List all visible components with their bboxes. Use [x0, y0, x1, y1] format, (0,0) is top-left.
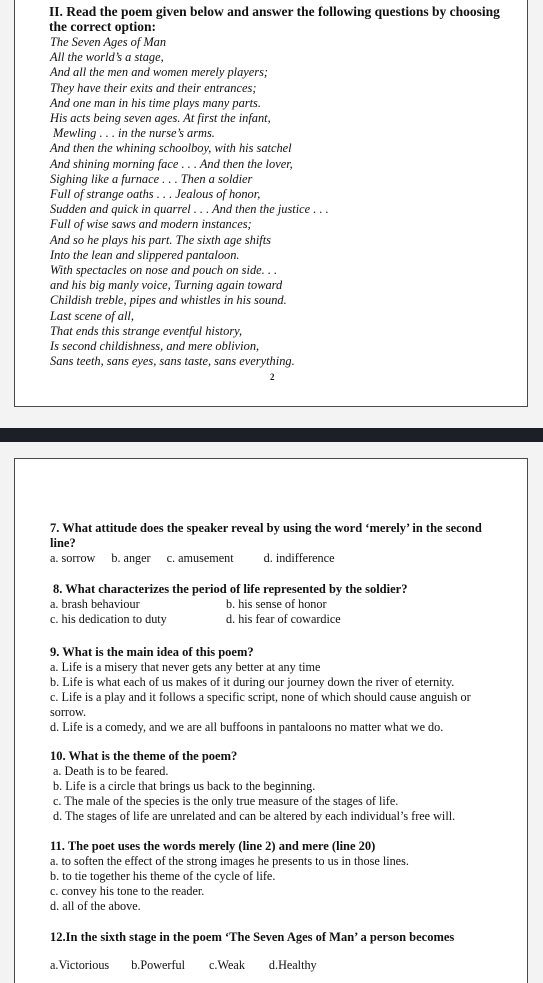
poem-line: Mewling . . . in the nurse’s arms.	[53, 126, 215, 141]
option-c: c. The male of the species is the only true measure of the stages of life.	[53, 794, 399, 808]
poem-line: His acts being seven ages. At first the infant,	[50, 111, 271, 126]
page-separator	[0, 428, 543, 442]
option-a: a. brash behaviour	[50, 597, 140, 611]
poem-line: And then the whining schoolboy, with his satchel	[50, 141, 292, 156]
option-d: d. Life is a comedy, and we are all buffoons in pantaloons no matter what we do.	[50, 720, 444, 734]
option-d: d. indifference	[263, 551, 335, 565]
question-text: 12.In the sixth stage in the poem ‘The Seven Ages of Man’ a person becomes	[50, 930, 455, 944]
poem-line: Is second childishness, and mere oblivion,	[50, 339, 260, 354]
option-a: a. Death is to be feared.	[53, 764, 169, 778]
option-d: d.Healthy	[268, 958, 317, 972]
option-a: a. Life is a misery that never gets any better at any time	[50, 660, 321, 674]
page-number: 2	[270, 372, 275, 382]
question-9	[50, 645, 505, 735]
question-11	[50, 839, 505, 914]
question-text: 11. The poet uses the words merely (line 2) and mere (line 20)	[50, 839, 376, 853]
poem-line: And shining morning face . . . And then the lover,	[50, 156, 293, 171]
poem-line: Full of wise saws and modern instances;	[50, 217, 252, 232]
poem-line: Sudden and quick in quarrel . . . And then the justice . . .	[50, 202, 329, 217]
section-heading: II. Read the poem given below and answer the following questions by choosing the correct option:	[49, 4, 500, 34]
option-d: d. all of the above.	[50, 899, 141, 913]
option-a: a. sorrow	[50, 551, 96, 565]
option-a: a. to soften the effect of the strong images he presents to us in those lines.	[50, 854, 409, 868]
question-text: 10. What is the theme of the poem?	[50, 749, 238, 763]
options-row	[50, 551, 505, 566]
poem-title: The Seven Ages of Man	[50, 35, 167, 49]
poem-line: and his big manly voice, Turning again toward	[50, 278, 283, 293]
option-b: b. anger	[111, 551, 151, 565]
option-b: b.Powerful	[131, 958, 186, 972]
question-12	[50, 930, 505, 973]
question-10	[50, 749, 505, 824]
poem-line: They have their exits and their entrances;	[50, 80, 257, 95]
poem-line: And one man in his time plays many parts.	[50, 95, 261, 110]
poem-line: With spectacles on nose and pouch on side. . .	[50, 263, 278, 278]
option-c: c.Weak	[209, 958, 245, 972]
question-text: 7. What attitude does the speaker reveal by using the word ‘merely’ in the second line?	[50, 521, 482, 550]
option-a: a.Victorious	[50, 958, 110, 972]
poem-line: And all the men and women merely players;	[50, 65, 269, 80]
options-grid	[50, 597, 505, 627]
document-page-2	[14, 458, 528, 983]
question-8	[50, 582, 505, 627]
poem-line: That ends this strange eventful history,	[50, 323, 243, 338]
option-c: c. amusement	[166, 551, 234, 565]
poem-line: Full of strange oaths . . . Jealous of honor,	[50, 187, 261, 202]
document-page-1	[14, 0, 528, 407]
poem-line: Sans teeth, sans eyes, sans taste, sans everything.	[50, 354, 295, 369]
option-c: c. Life is a play and it follows a specific script, none of which should cause anguish or sorrow.	[50, 690, 471, 719]
question-text: 8. What characterizes the period of life represented by the soldier?	[53, 582, 408, 596]
option-b: b. to tie together his theme of the cycle of life.	[50, 869, 276, 883]
option-b: b. Life is a circle that brings us back to the beginning.	[53, 779, 316, 793]
poem-line: And so he plays his part. The sixth age shifts	[50, 232, 271, 247]
poem-line: Childish treble, pipes and whistles in his sound.	[50, 293, 287, 308]
option-b: b. Life is what each of us makes of it during our journey down the river of eternity.	[50, 675, 455, 689]
option-d: d. his fear of cowardice	[226, 612, 341, 626]
options-row	[50, 958, 505, 973]
option-d: d. The stages of life are unrelated and can be altered by each individual’s free will.	[53, 809, 456, 823]
poem-line: Into the lean and slippered pantaloon.	[50, 247, 240, 262]
question-text: 9. What is the main idea of this poem?	[50, 645, 254, 659]
poem-line: All the world’s a stage,	[50, 50, 164, 65]
poem-line: Last scene of all,	[50, 308, 134, 323]
poem-text	[50, 35, 510, 369]
option-c: c. his dedication to duty	[50, 612, 167, 626]
poem-line: Sighing like a furnace . . . Then a soldier	[50, 171, 253, 186]
question-7	[50, 521, 505, 566]
option-c: c. convey his tone to the reader.	[50, 884, 205, 898]
option-b: b. his sense of honor	[226, 597, 327, 611]
